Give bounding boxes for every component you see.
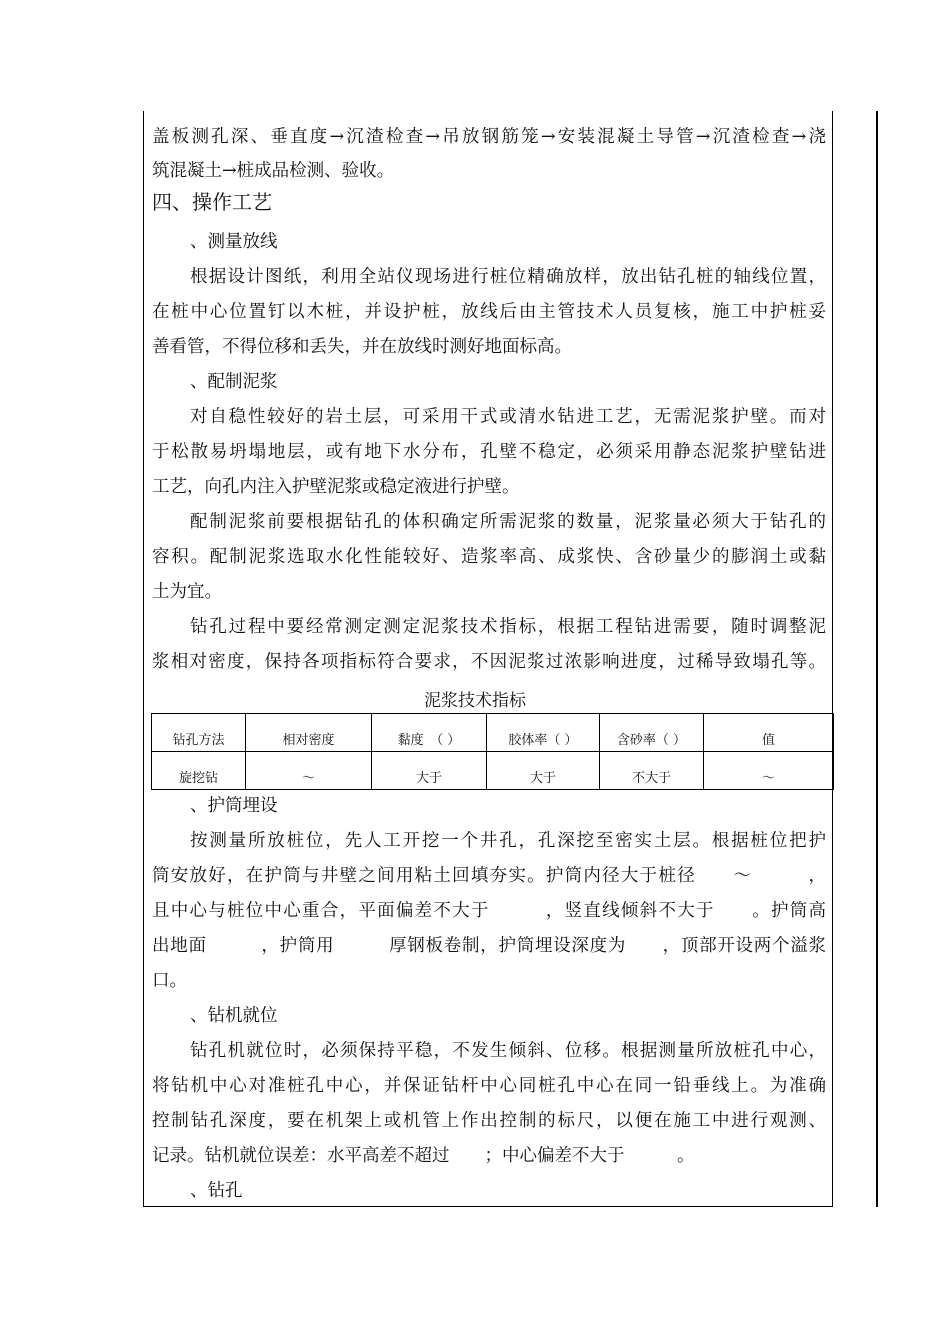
s1-line-2: 在桩中心位置钉以木桩，并设护桩，放线后由主管技术人员复核，施工中护桩妥 [152,302,826,322]
margin-rule [876,111,878,1207]
header-cell: 值 [704,714,834,752]
s4-line-1: 钻孔机就位时，必须保持平稳，不发生倾斜、位移。根据测量所放桩孔中心， [190,1041,826,1061]
s3-line-3: 且中心与桩位中心重合，平面偏差不大于 ，竖直线倾斜不大于 。护筒高 [152,901,826,921]
s2-title: 、配制泥浆 [190,372,278,392]
table-row [152,752,834,790]
s1-title: 、测量放线 [190,232,278,252]
s4-line-4: 记录。钻机就位误差：水平高差不超过 ；中心偏差不大于 。 [152,1146,695,1166]
s3-line-5: 口。 [152,971,187,991]
mud-index-table [151,713,834,790]
s2-p2-line-3: 土为宜。 [152,582,222,602]
s4-line-3: 控制钻孔深度，要在机架上或机管上作出控制的标尺，以便在施工中进行观测、 [152,1111,826,1131]
table-cell: 大于 [372,752,487,790]
header-cell: 黏度 （ ） [372,714,487,752]
s4-title: 、钻机就位 [190,1006,278,1026]
header-cell: 含砂率（ ） [600,714,704,752]
header-cell: 钻孔方法 [152,714,246,752]
header-cell: 相对密度 [246,714,372,752]
s1-line-3: 善看管，不得位移和丢失，并在放线时测好地面标高。 [152,337,572,357]
table-caption: 泥浆技术指标 [424,691,526,711]
table-cell: ～ [246,752,372,790]
s3-line-4: 出地面 ，护筒用 厚钢板卷制，护筒埋设深度为 ，顶部开设两个溢浆 [152,936,826,956]
s3-line-2: 筒安放好，在护筒与井壁之间用粘土回填夯实。护筒内径大于桩径 ～ ， [152,866,826,886]
s3-title: 、护筒埋设 [190,796,278,816]
s2-p1-line-1: 对自稳性较好的岩土层，可采用干式或清水钻进工艺，无需泥浆护壁。而对 [190,407,826,427]
s5-title: 、钻孔 [190,1181,243,1201]
s2-p1-line-3: 工艺，向孔内注入护壁泥浆或稳定液进行护壁。 [152,477,520,497]
s2-p1-line-2: 于松散易坍塌地层，或有地下水分布，孔壁不稳定，必须采用静态泥浆护壁钻进 [152,442,826,462]
s3-line-1: 按测量所放桩位，先人工开挖一个井孔，孔深挖至密实土层。根据桩位把护 [190,831,826,851]
s1-line-1: 根据设计图纸，利用全站仪现场进行桩位精确放样，放出钻孔桩的轴线位置， [190,267,826,287]
s2-p3-line-1: 钻孔过程中要经常测定测定泥浆技术指标，根据工程钻进需要，随时调整泥 [190,617,826,637]
table-header-row [152,714,834,752]
s2-p3-line-2: 浆相对密度，保持各项指标符合要求，不因泥浆过浓影响进度，过稀导致塌孔等。 [152,652,826,672]
s2-p2-line-2: 容积。配制泥浆选取水化性能较好、造浆率高、成浆快、含砂量少的膨润土或黏 [152,547,826,567]
intro-line-2: 筑混凝土→桩成品检测、验收。 [152,161,395,181]
table-cell: ～ [704,752,834,790]
table-cell: 旋挖钻 [152,752,246,790]
header-cell: 胶体率（ ） [487,714,600,752]
table-cell: 不大于 [600,752,704,790]
s4-line-2: 将钻机中心对准桩孔中心，并保证钻杆中心同桩孔中心在同一铅垂线上。为准确 [152,1076,826,1096]
section-title: 四、操作工艺 [152,190,272,214]
table-cell: 大于 [487,752,600,790]
intro-line-1: 盖板测孔深、垂直度→沉渣检查→吊放钢筋笼→安装混凝土导管→沉渣检查→浇 [152,127,826,147]
s2-p2-line-1: 配制泥浆前要根据钻孔的体积确定所需泥浆的数量，泥浆量必须大于钻孔的 [190,512,826,532]
